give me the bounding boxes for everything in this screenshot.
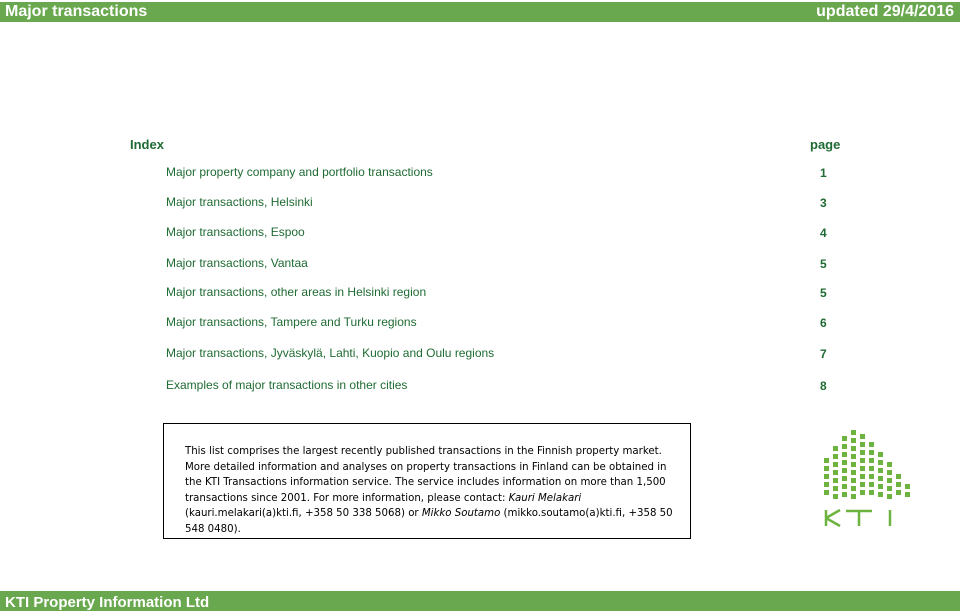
info-text — [185, 444, 677, 537]
index-entry-label[interactable]: Major transactions, Helsinki — [166, 195, 313, 209]
index-entry-page: 7 — [820, 347, 827, 361]
index-entry-page: 5 — [820, 257, 827, 271]
index-entry-page: 4 — [820, 226, 827, 240]
contact-details-2: (mikko.soutamo(a)kti.fi, +358 50 548 0480). — [185, 508, 673, 535]
updated-date: updated 29/4/2016 — [816, 3, 954, 20]
page-title: Major transactions — [5, 3, 148, 20]
index-entry-page: 8 — [820, 379, 827, 393]
index-entry-label[interactable]: Major property company and portfolio transactions — [166, 165, 433, 179]
index-entry-page: 1 — [820, 166, 827, 180]
index-entry-label[interactable]: Major transactions, Espoo — [166, 225, 305, 239]
index-entry[interactable] — [0, 165, 960, 181]
footer-bar — [0, 591, 960, 611]
index-entry-label[interactable]: Major transactions, Jyväskylä, Lahti, Kuopio and Oulu regions — [166, 346, 495, 360]
index-entry[interactable] — [0, 378, 960, 394]
page-column-heading: page — [810, 137, 841, 152]
company-name: KTI Property Information Ltd — [5, 594, 210, 611]
index-heading: Index — [130, 137, 164, 152]
index-entry[interactable] — [0, 256, 960, 272]
info-box — [163, 423, 691, 539]
header-bar — [0, 2, 960, 22]
index-entry[interactable] — [0, 225, 960, 241]
logo-wordmark — [826, 510, 890, 526]
index-entry[interactable] — [0, 195, 960, 211]
index-entry[interactable] — [0, 346, 960, 362]
contact-name-1: Kauri Melakari — [508, 492, 582, 504]
index-entry-label[interactable]: Examples of major transactions in other cities — [166, 378, 408, 392]
index-entry-label[interactable]: Major transactions, Tampere and Turku regions — [166, 315, 417, 329]
index-entry-label[interactable]: Major transactions, Vantaa — [166, 256, 308, 270]
index-entry-page: 5 — [820, 286, 827, 300]
index-entry-page: 3 — [820, 196, 827, 210]
contact-name-2: Mikko Soutamo — [421, 508, 501, 519]
index-entry-label[interactable]: Major transactions, other areas in Helsinki region — [166, 285, 427, 299]
contact-details-1: (kauri.melakari(a)kti.fi, +358 50 338 5068) or — [185, 508, 422, 519]
index-entry[interactable] — [0, 285, 960, 301]
kti-logo — [820, 428, 912, 528]
index-entry[interactable] — [0, 315, 960, 331]
index-entry-page: 6 — [820, 316, 827, 330]
info-description: This list comprises the largest recently published transactions in the Finnish property market. More detailed information and analyses on property transactions in Finland can be obtained in the KTI Transactions information service. The service includes information on more than 1,500 transactions since 2001. For more information, please contact: — [185, 446, 667, 504]
logo-building-icon — [824, 430, 910, 499]
